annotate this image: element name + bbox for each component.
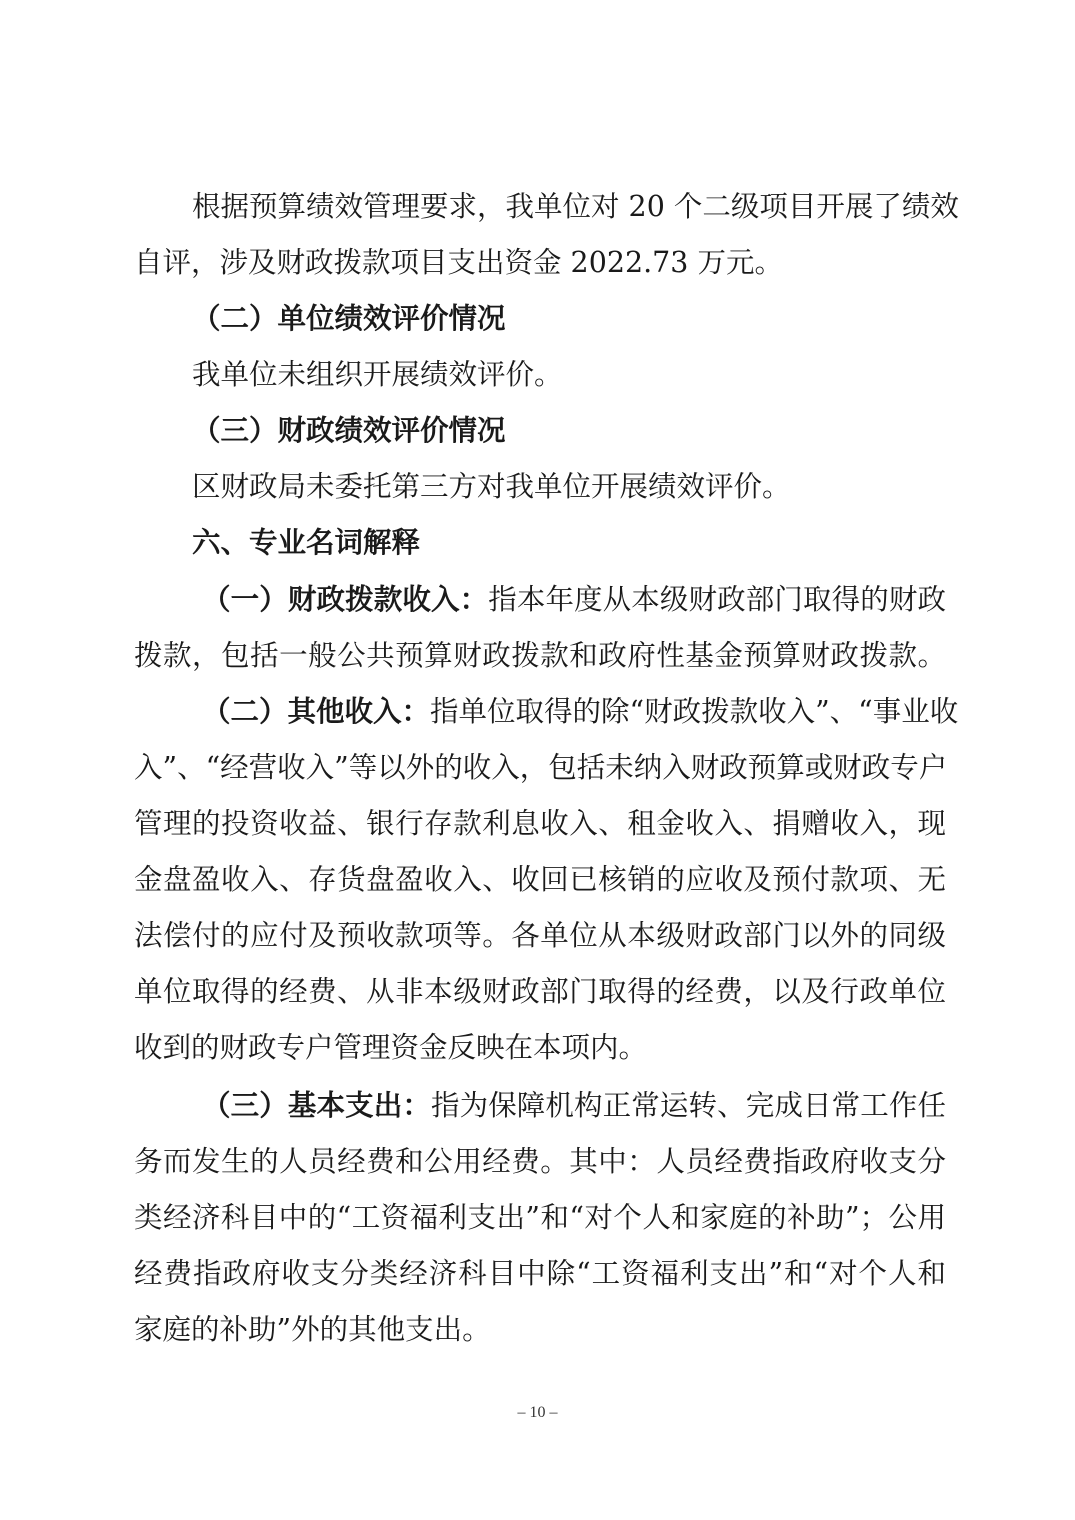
- heading-unit-eval: （二）单位绩效评价情况: [192, 302, 506, 335]
- para1-line1: 根据预算绩效管理要求，我单位对 20 个二级项目开展了绩效: [192, 190, 959, 223]
- para1-line2: 自评，涉及财政拨款项目支出资金 2022.73 万元。: [134, 246, 783, 279]
- term2-label: （二）其他收入：: [202, 695, 431, 728]
- term2-text-1: 指单位取得的除“财政拨款收入”、“事业收: [430, 695, 959, 728]
- term3-line2: 务而发生的人员经费和公用经费。其中：人员经费指政府收支分: [134, 1145, 946, 1178]
- term3-label: （三）基本支出：: [202, 1089, 431, 1122]
- section6-title: 六、专业名词解释: [192, 526, 421, 559]
- heading-finance-eval: （三）财政绩效评价情况: [192, 414, 506, 447]
- unit-eval-text: 我单位未组织开展绩效评价。: [192, 358, 563, 391]
- term2-line1: [202, 692, 959, 732]
- term1-text-1: 指本年度从本级财政部门取得的财政: [488, 583, 946, 616]
- term3-line5: 家庭的补助”外的其他支出。: [134, 1313, 491, 1346]
- term2-line2: 入”、“经营收入”等以外的收入，包括未纳入财政预算或财政专户: [134, 751, 948, 784]
- finance-eval-text: 区财政局未委托第三方对我单位开展绩效评价。: [192, 470, 791, 503]
- term3-text-1: 指为保障机构正常运转、完成日常工作任: [430, 1089, 946, 1122]
- term1-label: （一）财政拨款收入：: [202, 583, 489, 616]
- term2-line5: 法偿付的应付及预收款项等。各单位从本级财政部门以外的同级: [134, 919, 946, 952]
- term3-line3: 类经济科目中的“工资福利支出”和“对个人和家庭的补助”；公用: [134, 1201, 946, 1234]
- term1-line1: [202, 580, 946, 620]
- term2-line7: 收到的财政专户管理资金反映在本项内。: [134, 1031, 648, 1064]
- term2-line4: 金盘盈收入、存货盘盈收入、收回已核销的应收及预付款项、无: [134, 863, 946, 896]
- term3-line1: [202, 1086, 946, 1126]
- page-number: – 10 –: [517, 1404, 558, 1421]
- term2-line3: 管理的投资收益、银行存款利息收入、租金收入、捐赠收入，现: [134, 807, 946, 840]
- term1-line2: 拨款，包括一般公共预算财政拨款和政府性基金预算财政拨款。: [134, 639, 946, 672]
- term3-line4: 经费指政府收支分类经济科目中除“工资福利支出”和“对个人和: [134, 1257, 946, 1290]
- term2-line6: 单位取得的经费、从非本级财政部门取得的经费，以及行政单位: [134, 975, 946, 1008]
